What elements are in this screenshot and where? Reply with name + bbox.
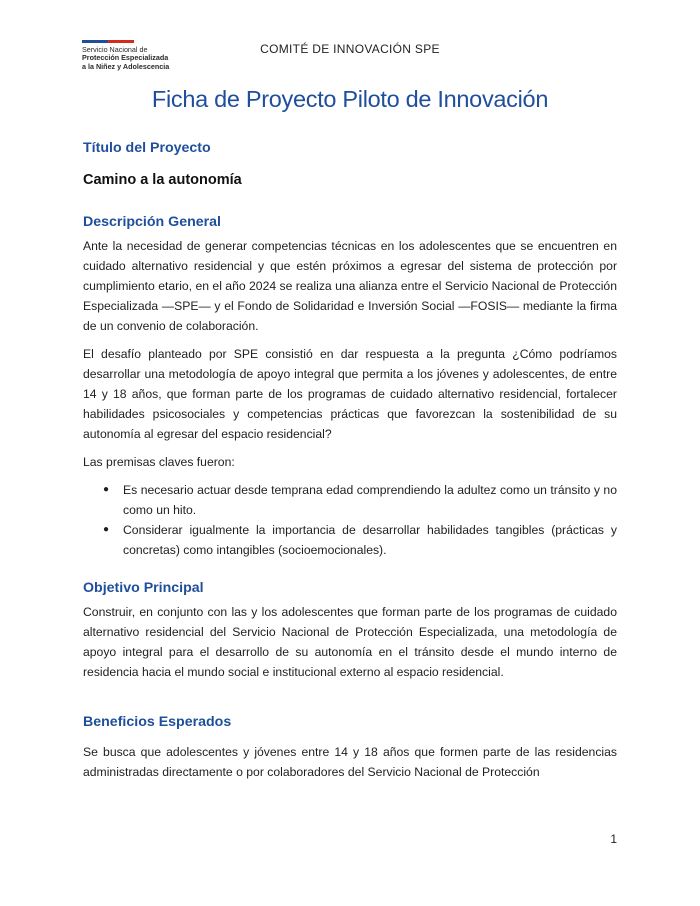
- header-committee: COMITÉ DE INNOVACIÓN SPE: [260, 42, 440, 56]
- heading-objetivo: Objetivo Principal: [83, 580, 204, 596]
- page-number: 1: [610, 832, 617, 846]
- list-item: [103, 520, 617, 560]
- list-item: [103, 480, 617, 520]
- objetivo-paragraph: Construir, en conjunto con las y los adolescentes que forman parte de los programas de cuidado alternativo residencial del Servicio Nacional de Protección Especializada, una metodología de apoyo integral para el desarrollo de su autonomía en el tránsito desde el mundo interno de residencia hacia el mundo social e institucional externo al espacio residencial.: [83, 605, 617, 679]
- heading-beneficios: Beneficios Esperados: [83, 714, 232, 730]
- descripcion-paragraph-2: El desafío planteado por SPE consistió en dar respuesta a la pregunta ¿Cómo podríamos desarrollar una metodología de apoyo integral que permita a los jóvenes y adolescentes, de entre 14 y 18 años, que forman parte de los programas de cuidado alternativo residencial, fortalecer habilidades psicosociales y competencias prácticas que favorezcan la sostenibilidad de su autonomía al egresar del espacio residencial?: [83, 347, 617, 441]
- heading-titulo: Título del Proyecto: [83, 140, 211, 156]
- document-body: [83, 138, 617, 782]
- document-title: Ficha de Proyecto Piloto de Innovación: [151, 86, 549, 112]
- descripcion-paragraph-1: Ante la necesidad de generar competencias técnicas en los adolescentes que se encuentren en cuidado alternativo residencial y que estén próximos a egresar del sistema de protección por cumplimiento etario, en el año 2024 se realiza una alianza entre el Servicio Nacional de Protección Especializada —SPE— y el Fondo de Solidaridad e Inversión Social —FOSIS— mediante la firma de un convenio de colaboración.: [83, 239, 617, 333]
- bullet-icon: ●: [103, 524, 110, 535]
- project-title: Camino a la autonomía: [83, 172, 242, 188]
- list-item-text: Considerar igualmente la importancia de desarrollar habilidades tangibles (prácticas y concretas) como intangibles (socioemocionales).: [123, 523, 617, 557]
- logo-line-3: a la Niñez y Adolescencia: [82, 61, 170, 71]
- bullet-icon: ●: [103, 484, 110, 495]
- logo-line-1: Servicio Nacional de: [82, 45, 148, 54]
- heading-descripcion: Descripción General: [83, 214, 221, 230]
- logo-line-2: Protección Especializada: [82, 53, 169, 63]
- premisas-list: [83, 480, 617, 560]
- beneficios-paragraph: Se busca que adolescentes y jóvenes entre 14 y 18 años que formen parte de las residencias administradas directamente o por colaboradores del Servicio Nacional de Protección: [83, 745, 617, 779]
- descripcion-paragraph-3: Las premisas claves fueron:: [83, 455, 235, 469]
- list-item-text: Es necesario actuar desde temprana edad comprendiendo la adultez como un tránsito y no como un hito.: [123, 483, 617, 517]
